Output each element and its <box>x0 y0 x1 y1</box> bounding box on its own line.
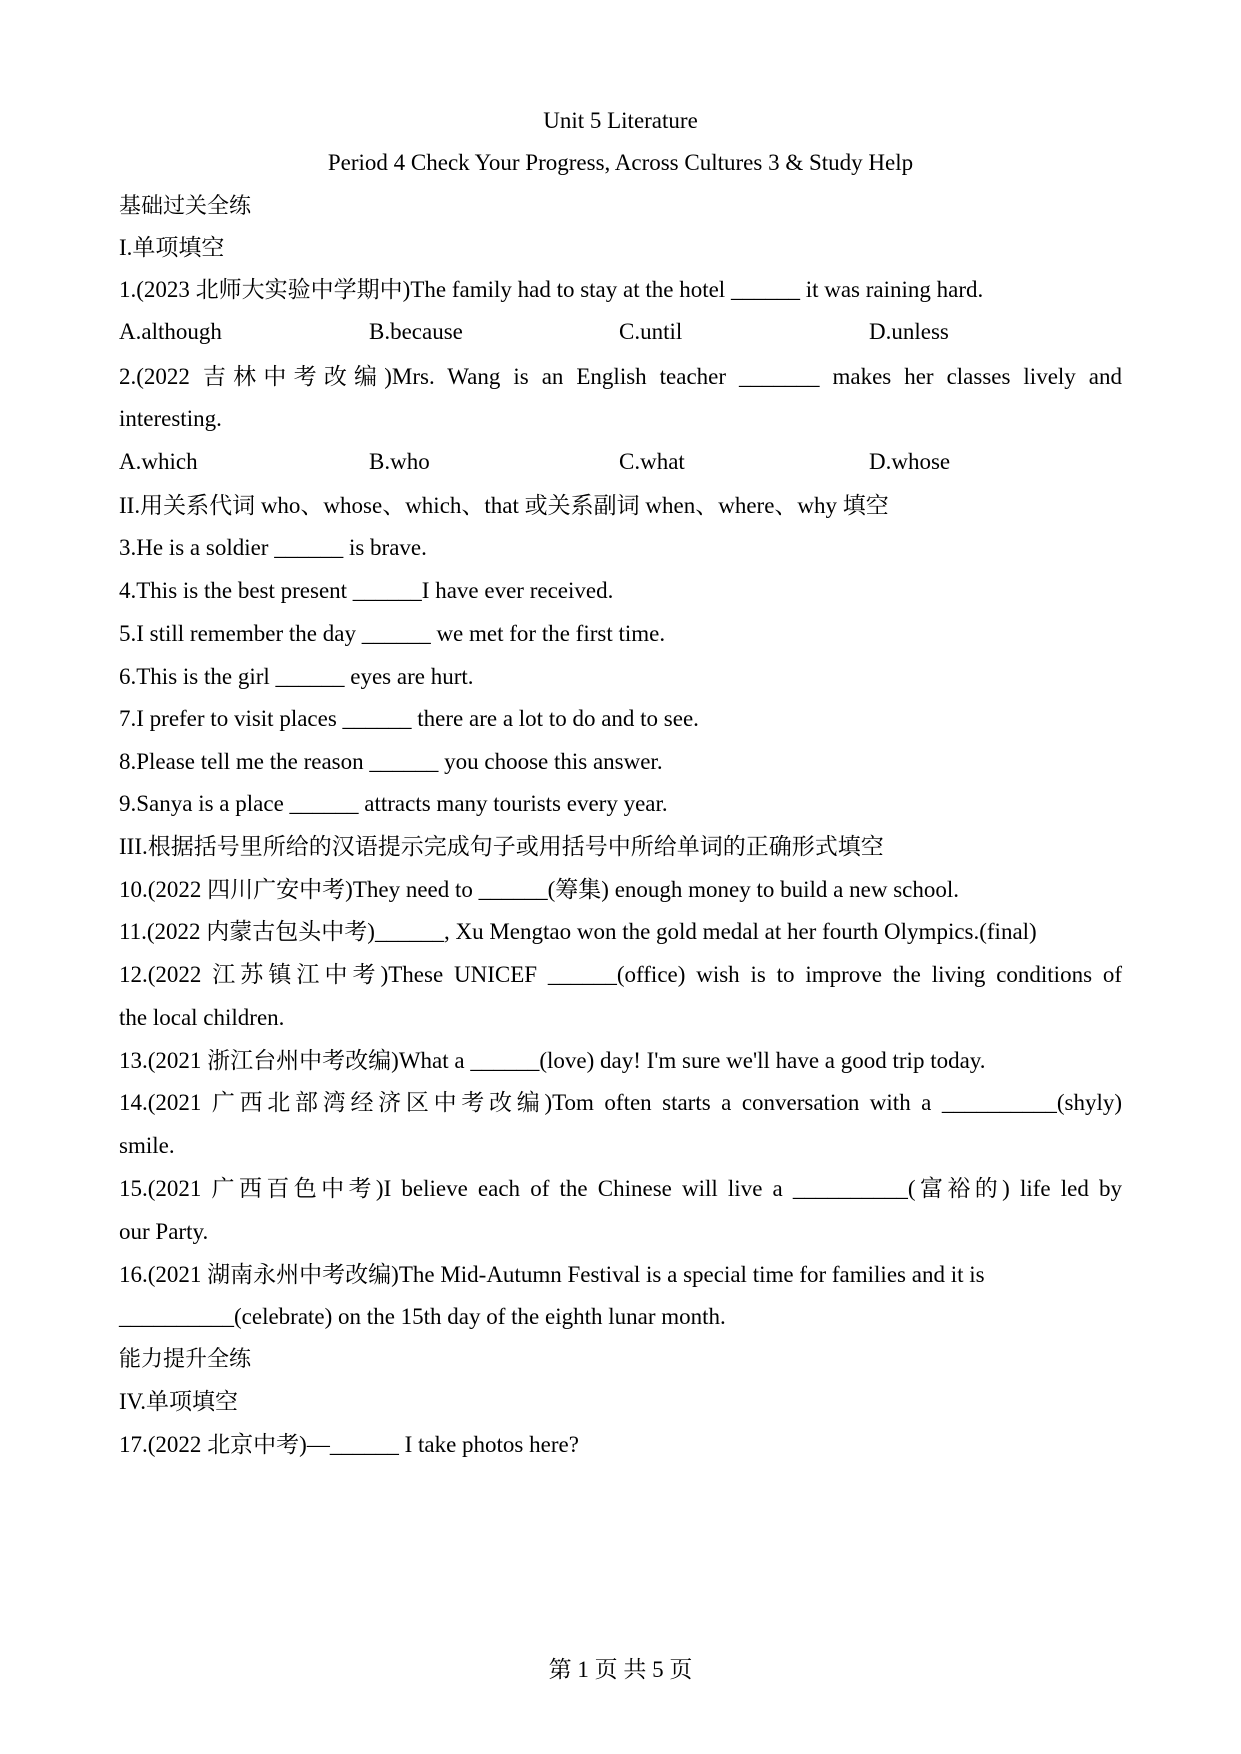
question-12-line-1: 12.(2022 江苏镇江中考)These UNICEF ______(office) wish is to improve the living conditions of <box>119 962 1122 987</box>
page-subtitle: Period 4 Check Your Progress, Across Cultures 3 & Study Help <box>327 150 914 175</box>
question-7: 7.I prefer to visit places ______ there are a lot to do and to see. <box>119 706 699 731</box>
section-basic-heading: 基础过关全练 <box>119 194 252 219</box>
question-2-line-1: 2.(2022 吉林中考改编)Mrs. Wang is an English teacher _______ makes her classes lively and <box>119 364 1122 389</box>
option-a: A.although <box>119 319 222 344</box>
question-15-line-1: 15.(2021 广西百色中考)I believe each of the Chinese will live a __________(富裕的) life led by <box>119 1176 1122 1201</box>
question-9: 9.Sanya is a place ______ attracts many tourists every year. <box>119 791 668 816</box>
section-2-heading: II.用关系代词 who、whose、which、that 或关系副词 when、where、why 填空 <box>119 493 889 518</box>
question-5: 5.I still remember the day ______ we met for the first time. <box>119 621 666 646</box>
option-c: C.what <box>619 449 685 474</box>
option-d: D.whose <box>869 449 951 474</box>
question-4: 4.This is the best present ______I have ever received. <box>119 578 614 603</box>
page-number: 第 1 页 共 5 页 <box>548 1657 693 1682</box>
option-a: A.which <box>119 449 198 474</box>
question-1-options <box>119 317 1122 347</box>
question-14-line-1: 14.(2021 广西北部湾经济区中考改编)Tom often starts a conversation with a __________(shyly) <box>119 1090 1122 1115</box>
section-1-heading: I.单项填空 <box>119 235 225 260</box>
question-6: 6.This is the girl ______ eyes are hurt. <box>119 664 474 689</box>
option-d: D.unless <box>869 319 949 344</box>
question-13: 13.(2021 浙江台州中考改编)What a ______(love) day! I'm sure we'll have a good trip today. <box>119 1048 986 1073</box>
option-b: B.who <box>369 449 430 474</box>
question-16-line-2: __________(celebrate) on the 15th day of the eighth lunar month. <box>119 1304 726 1329</box>
question-11: 11.(2022 内蒙古包头中考)______, Xu Mengtao won the gold medal at her fourth Olympics.(final) <box>119 919 1037 944</box>
section-3-heading: III.根据括号里所给的汉语提示完成句子或用括号中所给单词的正确形式填空 <box>119 834 884 859</box>
option-b: B.because <box>369 319 463 344</box>
question-15-line-2: our Party. <box>119 1219 209 1244</box>
page-title: Unit 5 Literature <box>543 108 698 133</box>
question-8: 8.Please tell me the reason ______ you choose this answer. <box>119 749 663 774</box>
question-10: 10.(2022 四川广安中考)They need to ______(筹集) enough money to build a new school. <box>119 877 960 902</box>
question-17: 17.(2022 北京中考)—______ I take photos here? <box>119 1432 579 1457</box>
question-16-line-1: 16.(2021 湖南永州中考改编)The Mid-Autumn Festival is a special time for families and it is <box>119 1262 985 1287</box>
option-c: C.until <box>619 319 683 344</box>
question-12-line-2: the local children. <box>119 1005 285 1030</box>
question-3: 3.He is a soldier ______ is brave. <box>119 535 427 560</box>
question-14-line-2: smile. <box>119 1133 175 1158</box>
question-1: 1.(2023 北师大实验中学期中)The family had to stay at the hotel ______ it was raining hard. <box>119 277 984 302</box>
section-advanced-heading: 能力提升全练 <box>119 1347 252 1372</box>
section-4-heading: IV.单项填空 <box>119 1389 239 1414</box>
question-2-options <box>119 447 1122 477</box>
question-2-line-2: interesting. <box>119 406 222 431</box>
